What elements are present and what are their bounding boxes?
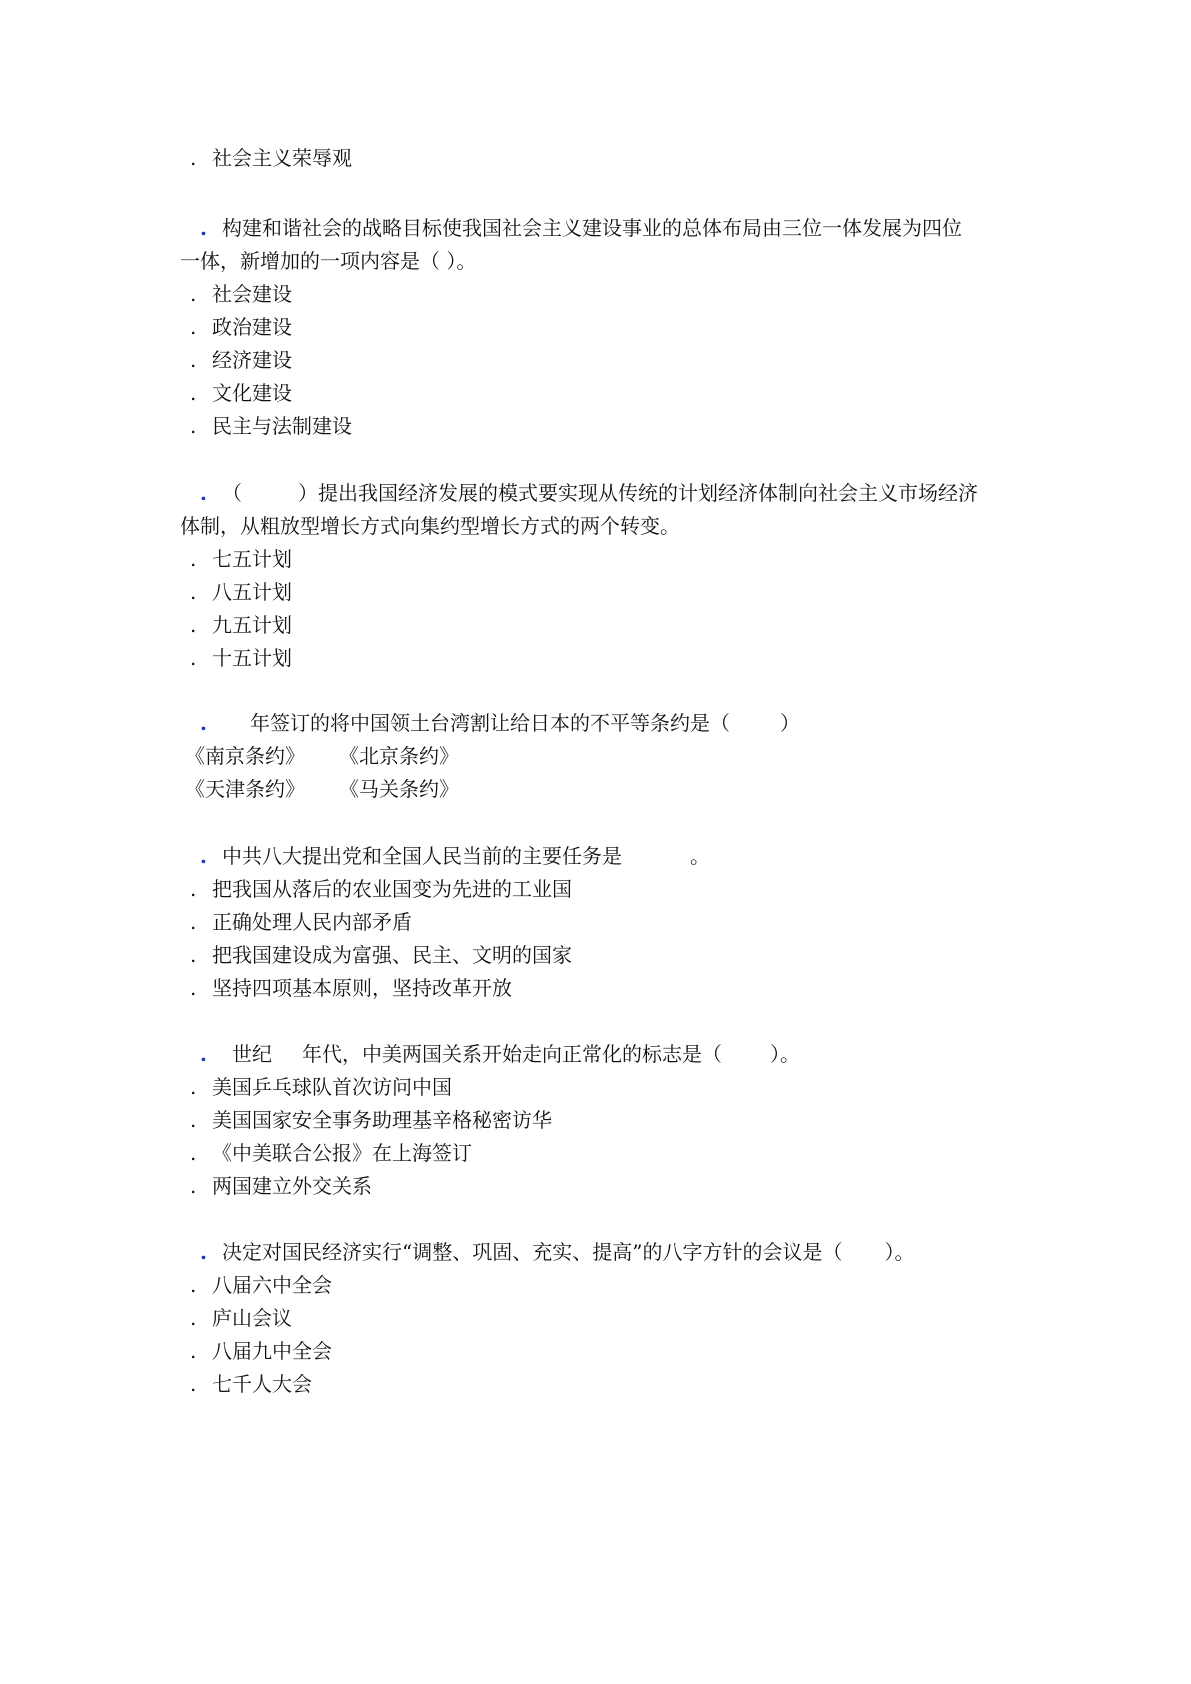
- option-bullet: .: [190, 910, 197, 934]
- question-bullet: .: [200, 1042, 207, 1066]
- question-text: 构建和谐社会的战略目标使我国社会主义建设事业的总体布局由三位一体发展为四位: [222, 216, 962, 240]
- question-text-close: ）: [780, 711, 800, 735]
- option-text: 把我国从落后的农业国变为先进的工业国: [212, 877, 572, 901]
- option-text: 社会主义荣辱观: [212, 146, 352, 170]
- option-bullet: .: [190, 547, 197, 571]
- option-text: 文化建设: [212, 381, 292, 405]
- option-bullet: .: [190, 580, 197, 604]
- option-text: 《中美联合公报》在上海签订: [212, 1141, 472, 1165]
- question-text: ）提出我国经济发展的模式要实现从传统的计划经济体制向社会主义市场经济: [298, 481, 978, 505]
- option-bullet: .: [190, 414, 197, 438]
- question-2: [200, 478, 978, 508]
- question-text-close: ）。: [770, 1042, 800, 1066]
- question-text: 中共八大提出党和全国人民当前的主要任务是: [222, 844, 622, 868]
- question-text: 年代，中美两国关系开始走向正常化的标志是（: [302, 1042, 722, 1066]
- question-4: [200, 841, 710, 871]
- option-text: 《天津条约》: [185, 777, 305, 801]
- option-text: 七五计划: [212, 547, 292, 571]
- option-text: 七千人大会: [212, 1372, 312, 1396]
- option-bullet: .: [190, 1141, 197, 1165]
- list-item: [190, 345, 292, 375]
- option-text: 九五计划: [212, 613, 292, 637]
- list-item: [190, 610, 292, 640]
- question-1: [200, 213, 962, 243]
- option-text: 两国建立外交关系: [212, 1174, 372, 1198]
- option-bullet: .: [190, 381, 197, 405]
- question-bullet: .: [200, 481, 207, 505]
- option-bullet: .: [190, 1075, 197, 1099]
- question-6: [200, 1237, 914, 1267]
- option-bullet: .: [190, 1108, 197, 1132]
- list-item: [190, 874, 572, 904]
- option-bullet: .: [190, 1306, 197, 1330]
- option-bullet: .: [190, 315, 197, 339]
- list-item: [190, 1072, 452, 1102]
- option-text: 政治建设: [212, 315, 292, 339]
- list-item: [190, 544, 292, 574]
- list-item: [190, 312, 292, 342]
- question-text-end: 。: [690, 844, 710, 868]
- option-bullet: .: [190, 1174, 197, 1198]
- list-item: [190, 143, 352, 173]
- question-bullet: .: [200, 711, 207, 735]
- option-bullet: .: [190, 646, 197, 670]
- option-text: 社会建设: [212, 282, 292, 306]
- option-text: 《马关条约》: [339, 777, 459, 801]
- option-bullet: .: [190, 943, 197, 967]
- question-bullet: .: [200, 844, 207, 868]
- option-row: [185, 774, 459, 804]
- question-text: 一体，新增加的一项内容是（ ）。: [180, 249, 477, 273]
- option-text: 《北京条约》: [339, 744, 459, 768]
- list-item: [190, 643, 292, 673]
- question-text-close: ）。: [884, 1240, 915, 1264]
- option-text: 经济建设: [212, 348, 292, 372]
- question-text: 世纪: [232, 1042, 272, 1066]
- option-text: 八五计划: [212, 580, 292, 604]
- question-5: [200, 1039, 800, 1069]
- option-bullet: .: [190, 976, 197, 1000]
- question-text: 决定对国民经济实行“调整、巩固、充实、提高”的八字方针的会议是（: [222, 1240, 843, 1264]
- option-bullet: .: [190, 348, 197, 372]
- option-bullet: .: [190, 1273, 197, 1297]
- question-text: 体制，从粗放型增长方式向集约型增长方式的两个转变。: [180, 514, 680, 538]
- question-2-continued: [180, 511, 680, 541]
- option-text: 美国国家安全事务助理基辛格秘密访华: [212, 1108, 552, 1132]
- option-text: 美国乒乓球队首次访问中国: [212, 1075, 452, 1099]
- list-item: [190, 577, 292, 607]
- option-text: 庐山会议: [212, 1306, 292, 1330]
- option-text: 把我国建设成为富强、民主、文明的国家: [212, 943, 572, 967]
- list-item: [190, 1303, 292, 1333]
- list-item: [190, 1336, 332, 1366]
- option-text: 《南京条约》: [185, 744, 305, 768]
- option-text: 八届九中全会: [212, 1339, 332, 1363]
- list-item: [190, 279, 292, 309]
- list-item: [190, 411, 352, 441]
- list-item: [190, 1171, 372, 1201]
- question-bullet: .: [200, 216, 207, 240]
- question-text-open: （: [222, 481, 242, 505]
- list-item: [190, 973, 512, 1003]
- option-text: 八届六中全会: [212, 1273, 332, 1297]
- question-text: 年签订的将中国领土台湾割让给日本的不平等条约是（: [250, 711, 730, 735]
- option-text: 十五计划: [212, 646, 292, 670]
- list-item: [190, 378, 292, 408]
- list-item: [190, 1369, 312, 1399]
- question-bullet: .: [200, 1240, 207, 1264]
- option-text: 民主与法制建设: [212, 414, 352, 438]
- option-bullet: .: [190, 282, 197, 306]
- option-bullet: .: [190, 1372, 197, 1396]
- option-bullet: .: [190, 613, 197, 637]
- option-bullet: .: [190, 146, 197, 170]
- question-3: [200, 708, 800, 738]
- option-text: 正确处理人民内部矛盾: [212, 910, 412, 934]
- option-bullet: .: [190, 877, 197, 901]
- list-item: [190, 940, 572, 970]
- list-item: [190, 907, 412, 937]
- option-text: 坚持四项基本原则，坚持改革开放: [212, 976, 512, 1000]
- question-1-continued: [180, 246, 476, 276]
- list-item: [190, 1138, 472, 1168]
- option-row: [185, 741, 459, 771]
- list-item: [190, 1270, 332, 1300]
- list-item: [190, 1105, 552, 1135]
- option-bullet: .: [190, 1339, 197, 1363]
